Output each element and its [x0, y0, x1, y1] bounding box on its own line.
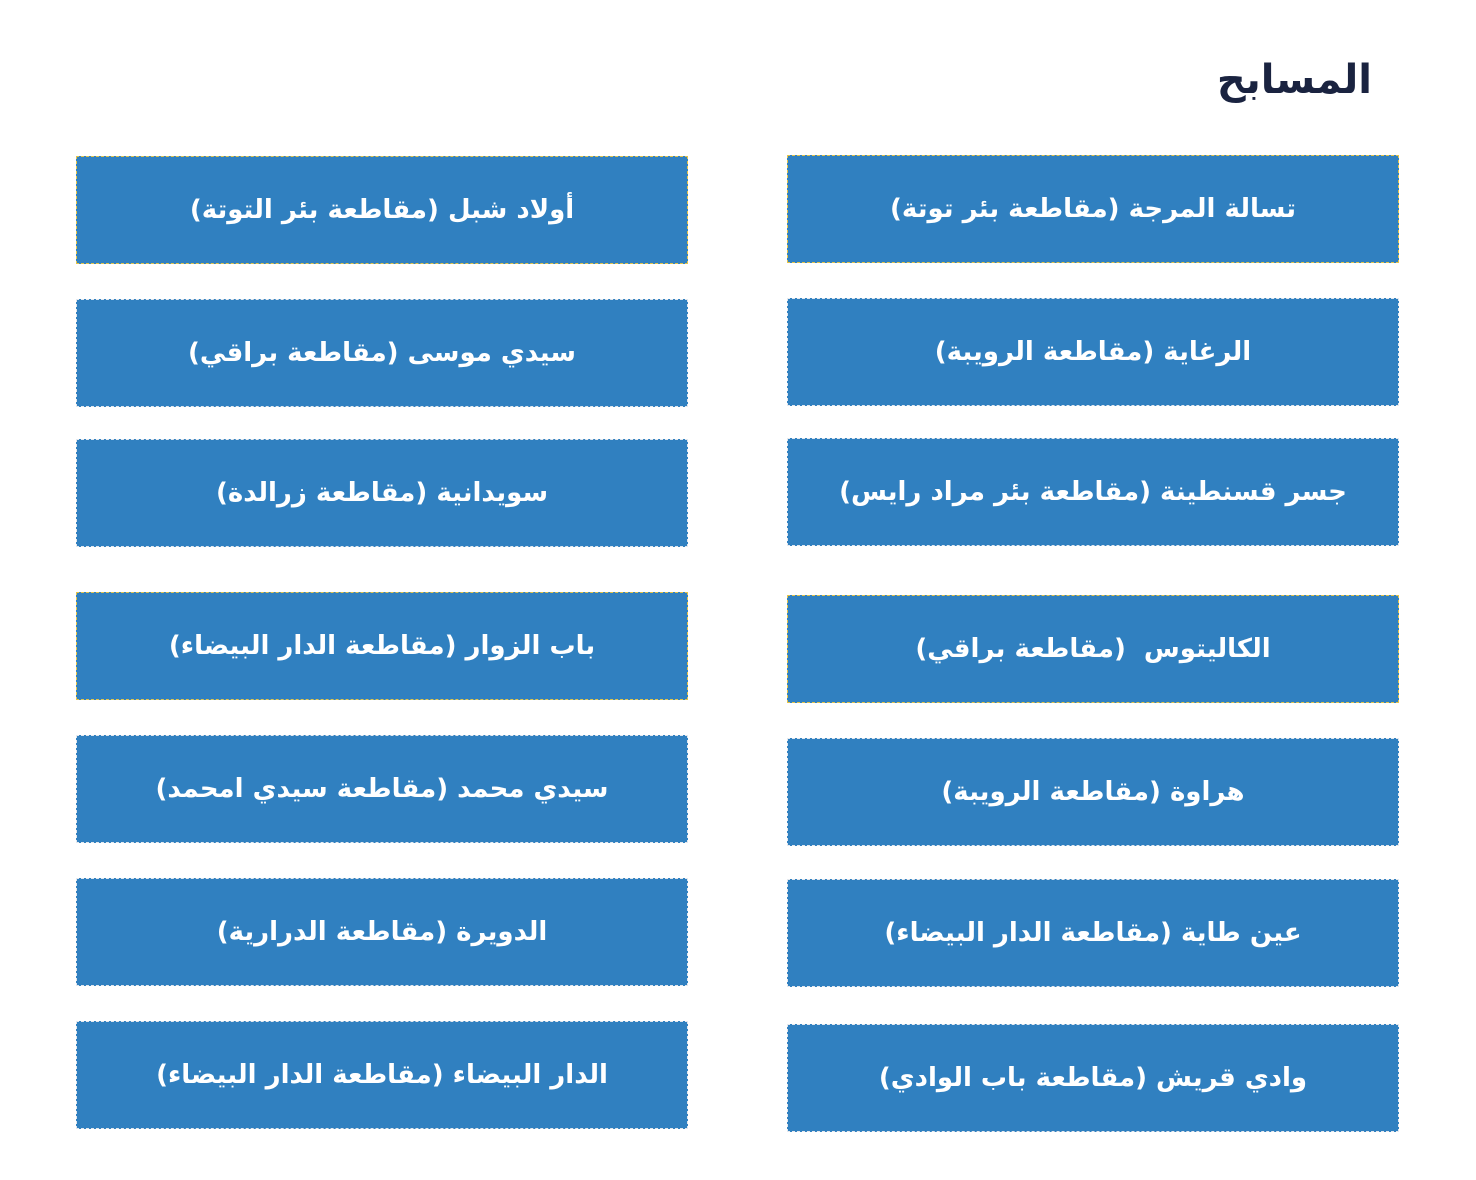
pool-card-sidi-moussa[interactable] [76, 299, 688, 407]
pool-card-label: الكاليتوس (مقاطعة براقي) [915, 634, 1271, 664]
pool-card-label: عين طاية (مقاطعة الدار البيضاء) [884, 918, 1302, 948]
pool-card-souidania[interactable] [76, 439, 688, 547]
pool-card-douera[interactable] [76, 878, 688, 986]
page-title: المسابح [1216, 57, 1372, 103]
pool-card-dar-el-beida[interactable] [76, 1021, 688, 1129]
pool-card-ain-taya[interactable] [787, 879, 1399, 987]
pool-card-label: الدويرة (مقاطعة الدرارية) [216, 917, 548, 947]
pool-card-label: سويدانية (مقاطعة زرالدة) [215, 478, 549, 508]
pool-card-label: باب الزوار (مقاطعة الدار البيضاء) [168, 631, 596, 661]
pool-card-ouled-chebel[interactable] [76, 156, 688, 264]
pool-card-label: هراوة (مقاطعة الرويبة) [941, 777, 1245, 807]
pool-card-label: الدار البيضاء (مقاطعة الدار البيضاء) [156, 1060, 608, 1090]
pool-card-label: سيدي محمد (مقاطعة سيدي امحمد) [155, 774, 609, 804]
pool-card-label: أولاد شبل (مقاطعة بئر التوتة) [189, 195, 575, 225]
pool-card-label: سيدي موسى (مقاطعة براقي) [188, 338, 576, 368]
pool-card-reghaia[interactable] [787, 298, 1399, 406]
pool-card-label: جسر قسنطينة (مقاطعة بئر مراد رايس) [839, 477, 1347, 507]
pool-card-oued-koriche[interactable] [787, 1024, 1399, 1132]
pool-card-bab-ezzouar[interactable] [76, 592, 688, 700]
pool-card-label: وادي قريش (مقاطعة باب الوادي) [878, 1063, 1308, 1093]
pool-card-label: تسالة المرجة (مقاطعة بئر توتة) [890, 194, 1296, 224]
pool-card-tessala-el-merdja[interactable] [787, 155, 1399, 263]
pool-card-sidi-mhamed[interactable] [76, 735, 688, 843]
pool-card-heraoua[interactable] [787, 738, 1399, 846]
pool-card-label: الرغاية (مقاطعة الرويبة) [934, 337, 1252, 367]
pool-card-les-eucalyptus[interactable] [787, 595, 1399, 703]
pool-card-djasr-kasentina[interactable] [787, 438, 1399, 546]
